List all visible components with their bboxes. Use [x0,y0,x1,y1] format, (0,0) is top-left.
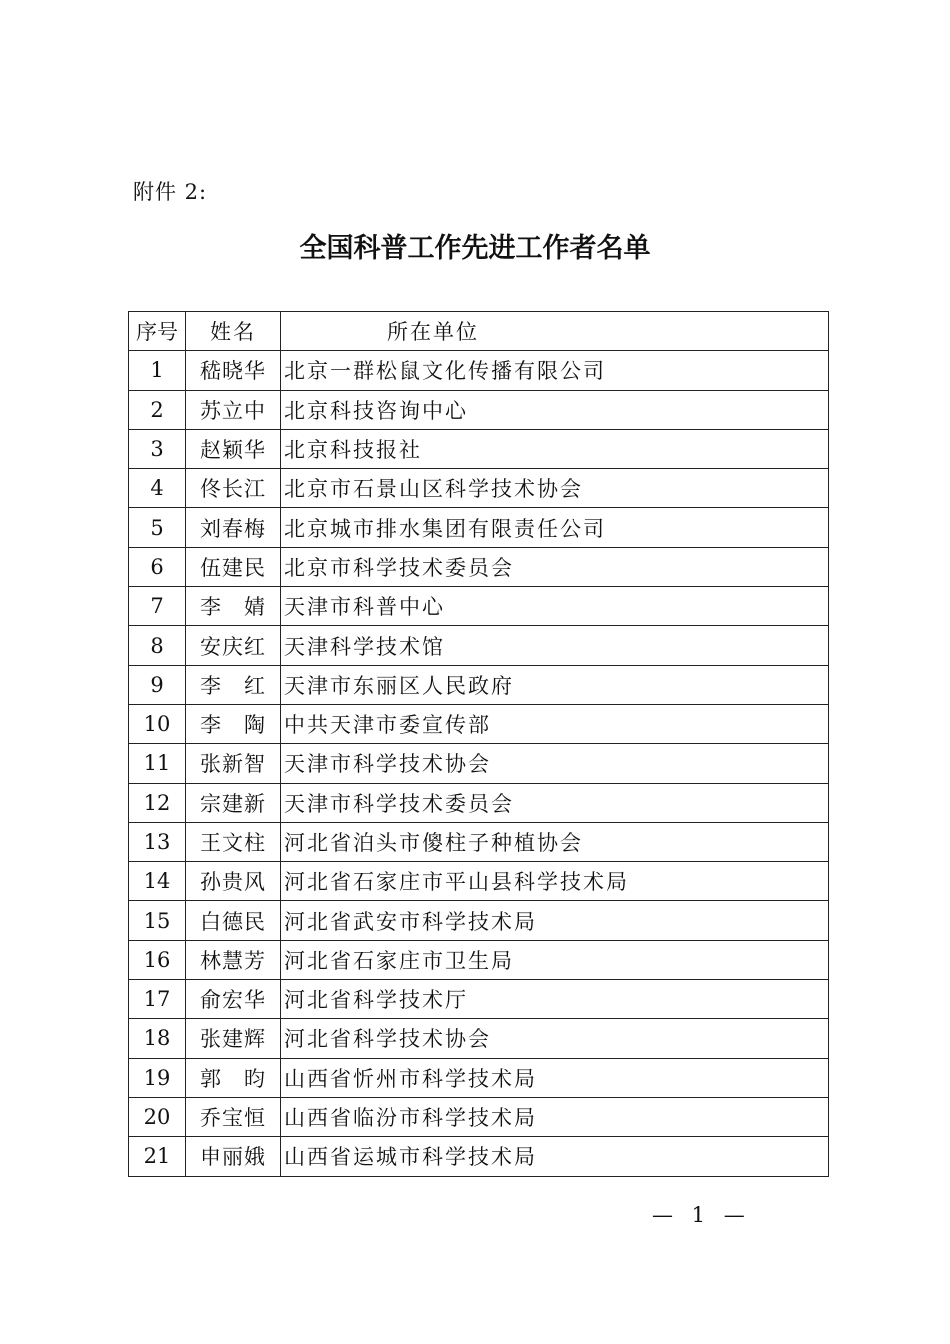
table-row [129,547,829,586]
row-name: 申丽娥 [186,1137,281,1176]
table-row [129,783,829,822]
attachment-label: 附件 2: [133,180,208,204]
table-row [129,1058,829,1097]
row-unit: 北京市科学技术委员会 [281,547,829,586]
table-row [129,351,829,390]
table-body [129,351,829,1176]
table-row [129,1137,829,1176]
row-seq: 12 [129,783,186,822]
row-seq: 21 [129,1137,186,1176]
row-unit: 北京科技报社 [281,429,829,468]
row-unit: 中共天津市委宣传部 [281,704,829,743]
row-unit: 北京城市排水集团有限责任公司 [281,508,829,547]
table-row [129,508,829,547]
row-seq: 7 [129,587,186,626]
table-header-row [129,312,829,351]
table-row [129,744,829,783]
row-seq: 4 [129,469,186,508]
row-unit: 北京市石景山区科学技术协会 [281,469,829,508]
row-seq: 18 [129,1019,186,1058]
table-row [129,429,829,468]
table-row [129,665,829,704]
row-name: 俞宏华 [186,980,281,1019]
row-name: 郭 昀 [186,1058,281,1097]
row-name: 佟长江 [186,469,281,508]
row-seq: 2 [129,390,186,429]
row-seq: 19 [129,1058,186,1097]
table-row [129,390,829,429]
table-row [129,1019,829,1058]
row-unit: 河北省武安市科学技术局 [281,901,829,940]
row-seq: 16 [129,940,186,979]
row-name: 白德民 [186,901,281,940]
row-unit: 天津市东丽区人民政府 [281,665,829,704]
row-name: 安庆红 [186,626,281,665]
row-seq: 6 [129,547,186,586]
row-name: 嵇晓华 [186,351,281,390]
row-seq: 8 [129,626,186,665]
table-row [129,469,829,508]
header-name: 姓名 [186,312,281,351]
row-name: 林慧芳 [186,940,281,979]
row-unit: 天津市科学技术协会 [281,744,829,783]
table-row [129,822,829,861]
table-row [129,626,829,665]
row-seq: 17 [129,980,186,1019]
row-unit: 北京科技咨询中心 [281,390,829,429]
row-name: 孙贵风 [186,862,281,901]
row-name: 宗建新 [186,783,281,822]
row-unit: 山西省临汾市科学技术局 [281,1097,829,1136]
row-seq: 15 [129,901,186,940]
row-unit: 北京一群松鼠文化传播有限公司 [281,351,829,390]
header-unit: 所在单位 [281,312,829,351]
table-row [129,862,829,901]
row-seq: 14 [129,862,186,901]
document-title: 全国科普工作先进工作者名单 [299,233,651,264]
row-seq: 1 [129,351,186,390]
row-unit: 河北省科学技术协会 [281,1019,829,1058]
row-name: 张建辉 [186,1019,281,1058]
row-seq: 13 [129,822,186,861]
table-row [129,587,829,626]
table-row [129,940,829,979]
header-seq: 序号 [129,312,186,351]
row-seq: 5 [129,508,186,547]
row-seq: 3 [129,429,186,468]
row-name: 李 红 [186,665,281,704]
row-seq: 11 [129,744,186,783]
row-name: 刘春梅 [186,508,281,547]
row-seq: 9 [129,665,186,704]
row-unit: 天津科学技术馆 [281,626,829,665]
roster-table [128,311,829,1177]
row-name: 张新智 [186,744,281,783]
table-row [129,901,829,940]
row-name: 伍建民 [186,547,281,586]
row-unit: 山西省忻州市科学技术局 [281,1058,829,1097]
table-row [129,1097,829,1136]
row-unit: 天津市科普中心 [281,587,829,626]
page-number: — 1 — [652,1203,751,1227]
row-unit: 山西省运城市科学技术局 [281,1137,829,1176]
row-name: 李 陶 [186,704,281,743]
row-name: 李 婧 [186,587,281,626]
row-unit: 河北省石家庄市卫生局 [281,940,829,979]
row-unit: 河北省科学技术厅 [281,980,829,1019]
table-row [129,980,829,1019]
row-name: 乔宝恒 [186,1097,281,1136]
row-unit: 河北省泊头市傻柱子种植协会 [281,822,829,861]
row-unit: 天津市科学技术委员会 [281,783,829,822]
row-unit: 河北省石家庄市平山县科学技术局 [281,862,829,901]
row-seq: 20 [129,1097,186,1136]
row-name: 赵颖华 [186,429,281,468]
row-name: 王文柱 [186,822,281,861]
row-seq: 10 [129,704,186,743]
row-name: 苏立中 [186,390,281,429]
table-row [129,704,829,743]
